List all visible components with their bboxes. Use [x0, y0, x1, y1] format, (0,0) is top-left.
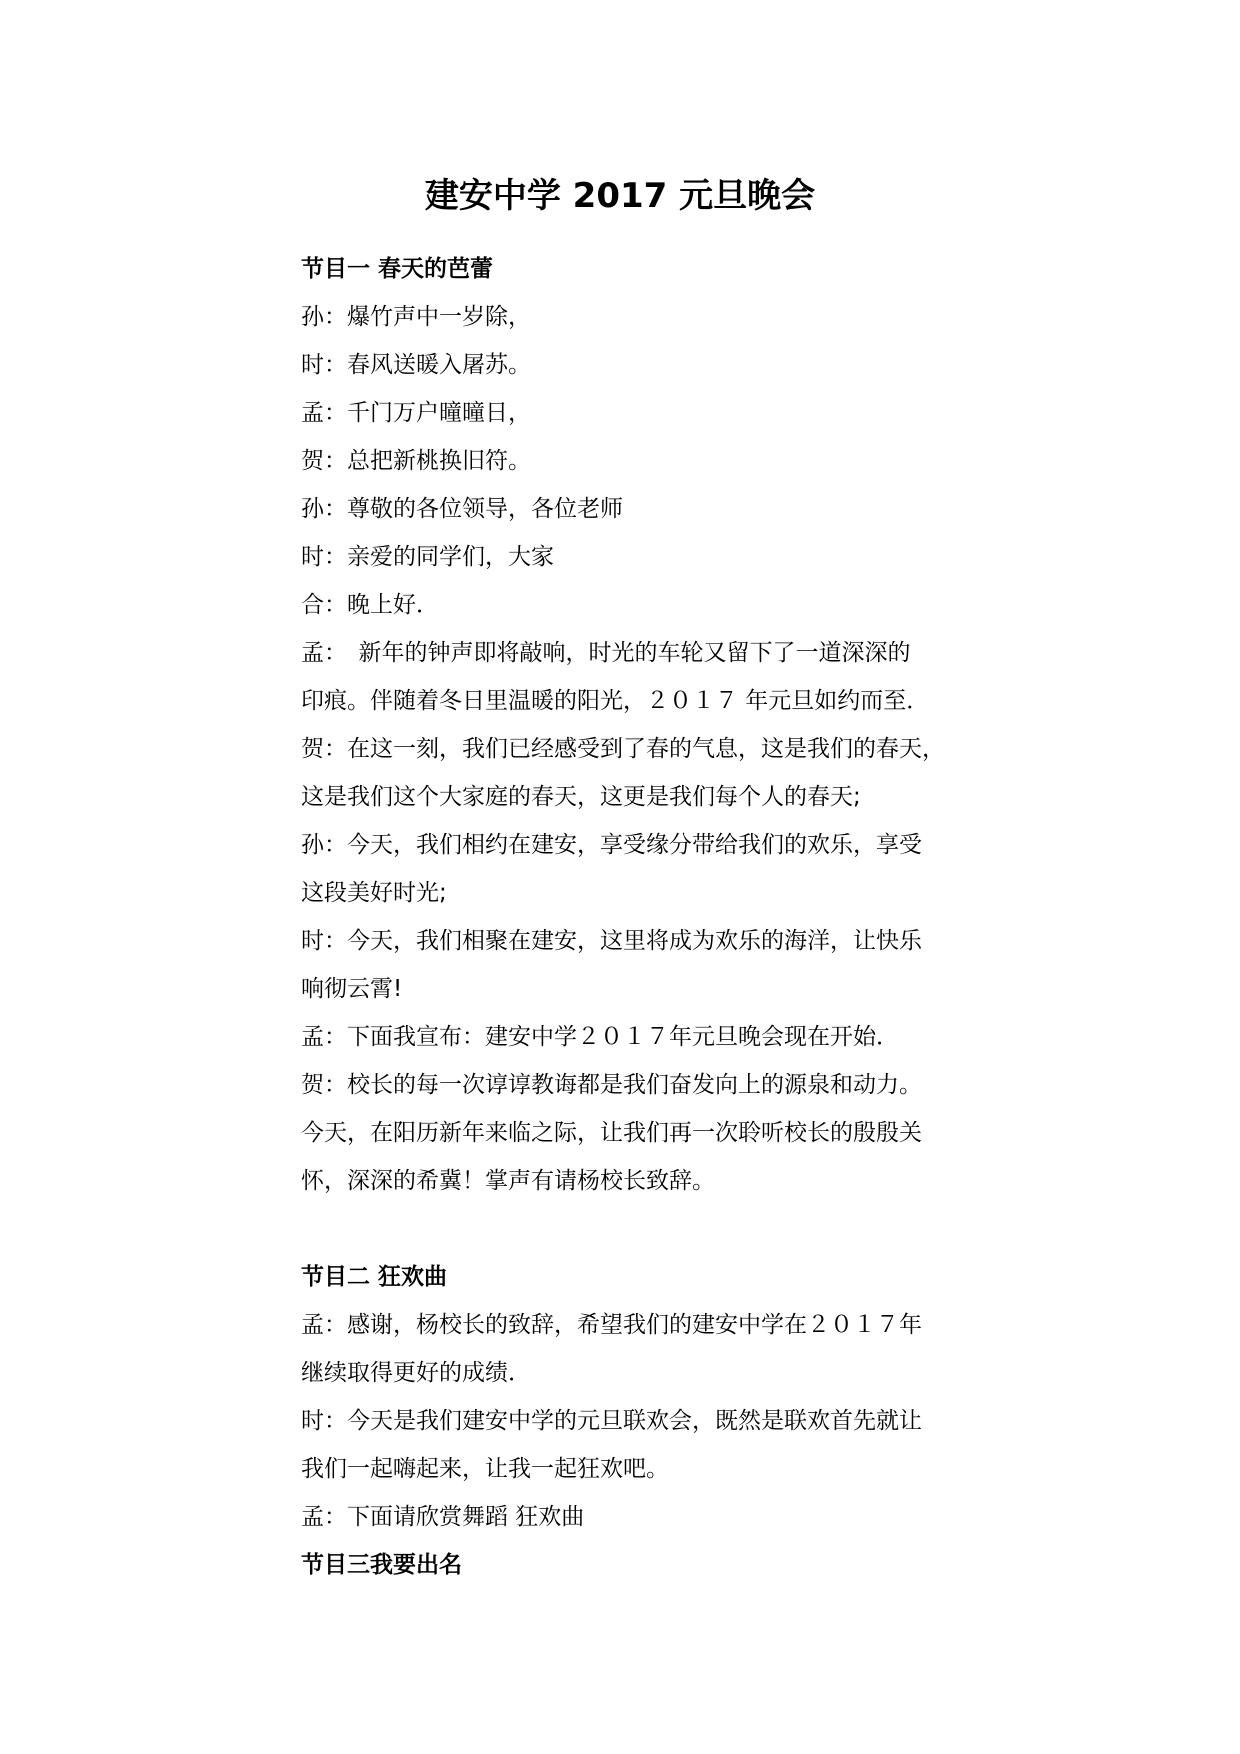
section-heading: 节目三我要出名 [301, 1552, 462, 1578]
script-line: 我们一起嗨起来，让我一起狂欢吧。 [301, 1456, 669, 1482]
script-line: 时：今天，我们相聚在建安，这里将成为欢乐的海洋，让快乐 [301, 928, 922, 954]
document-body [301, 245, 981, 1589]
script-line: 孙：爆竹声中一岁除， [301, 304, 531, 330]
script-line: 时：春风送暖入屠苏。 [301, 352, 531, 378]
script-line: 今天，在阳历新年来临之际，让我们再一次聆听校长的殷殷关 [301, 1120, 922, 1146]
blank-line [301, 1205, 981, 1253]
script-line: 贺：校长的每一次谆谆教诲都是我们奋发向上的源泉和动力。 [301, 1072, 922, 1098]
script-line: 继续取得更好的成绩． [301, 1360, 531, 1386]
script-line: 孟：下面请欣赏舞蹈 狂欢曲 [301, 1504, 585, 1530]
script-line: 贺：在这一刻，我们已经感受到了春的气息，这是我们的春天， [301, 736, 945, 762]
script-line: 时：今天是我们建安中学的元旦联欢会，既然是联欢首先就让 [301, 1408, 922, 1434]
script-line: 响彻云霄! [301, 976, 403, 1002]
script-line: 孙：今天，我们相约在建安，享受缘分带给我们的欢乐，享受 [301, 832, 922, 858]
script-line: 孟：感谢，杨校长的致辞，希望我们的建安中学在２０１７年 [301, 1312, 922, 1338]
script-line: 孟： 新年的钟声即将敲响，时光的车轮又留下了一道深深的 [301, 640, 911, 666]
script-line: 合：晚上好． [301, 592, 439, 618]
script-line: 贺：总把新桃换旧符。 [301, 448, 531, 474]
script-line: 时：亲爱的同学们，大家 [301, 544, 554, 570]
section-heading: 节目二 狂欢曲 [301, 1264, 448, 1290]
script-line: 孟：下面我宣布：建安中学２０１７年元旦晚会现在开始． [301, 1024, 899, 1050]
script-line: 印痕。伴随着冬日里温暖的阳光，２０１７ 年元旦如约而至． [301, 688, 930, 714]
script-line: 孟：千门万户曈曈日， [301, 400, 531, 426]
page-title: 建安中学 2017 元旦晚会 [424, 176, 816, 216]
section-heading: 节目一 春天的芭蕾 [301, 256, 494, 282]
script-line: 这段美好时光; [301, 880, 447, 906]
script-line: 怀，深深的希冀！掌声有请杨校长致辞。 [301, 1168, 715, 1194]
script-line: 孙：尊敬的各位领导，各位老师 [301, 496, 623, 522]
script-line: 这是我们这个大家庭的春天，这更是我们每个人的春天; [301, 784, 861, 810]
